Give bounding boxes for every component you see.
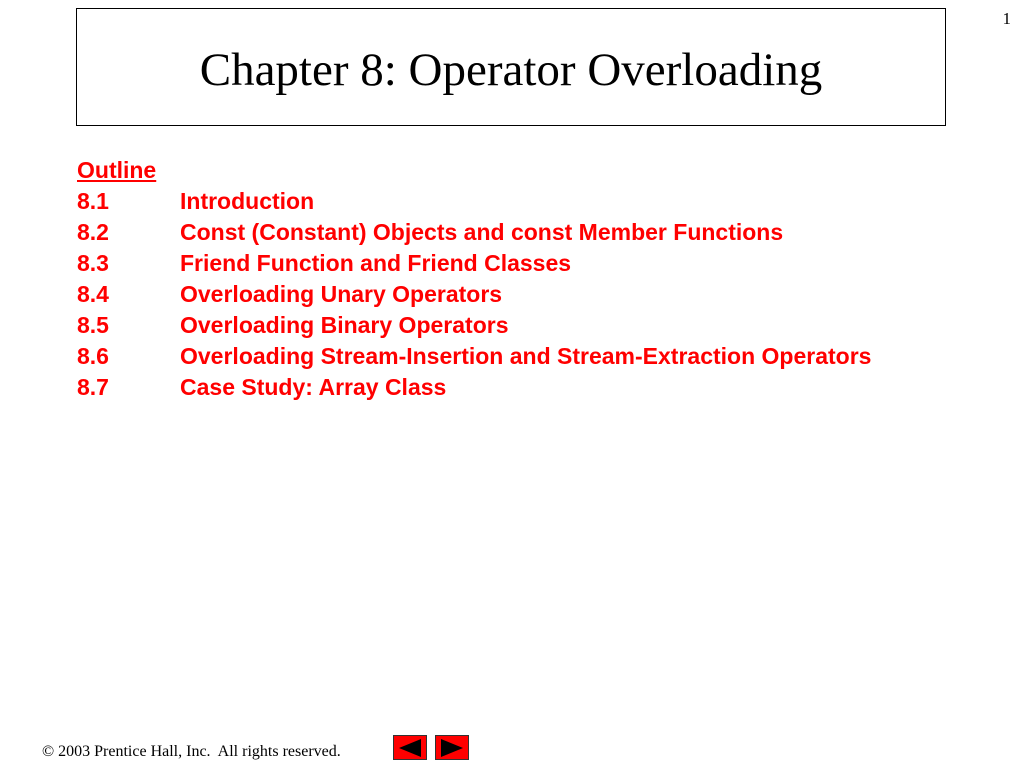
outline-item-number: 8.5 bbox=[77, 312, 109, 338]
outline-item-number: 8.6 bbox=[77, 343, 109, 369]
title-box bbox=[76, 8, 946, 126]
page-number: 1 bbox=[1002, 9, 1011, 28]
outline-item bbox=[77, 186, 871, 217]
outline-item bbox=[77, 248, 871, 279]
outline-item-number: 8.3 bbox=[77, 250, 109, 276]
outline-item-text: Overloading Binary Operators bbox=[180, 312, 509, 338]
outline-item-text: Case Study: Array Class bbox=[180, 374, 447, 400]
footer bbox=[42, 743, 341, 761]
outline-item-text: Introduction bbox=[180, 188, 315, 214]
outline-item bbox=[77, 310, 871, 341]
outline-item-text: Friend Function and Friend Classes bbox=[180, 250, 572, 276]
outline-item-number: 8.1 bbox=[77, 188, 109, 214]
outline-item-number: 8.4 bbox=[77, 281, 109, 307]
outline-item-text: Overloading Unary Operators bbox=[180, 281, 503, 307]
triangle-right-icon bbox=[440, 739, 464, 757]
next-slide-button[interactable] bbox=[435, 735, 469, 760]
outline-item bbox=[77, 341, 871, 372]
outline-item-text: Overloading Stream-Insertion and Stream-Extraction Operators bbox=[180, 343, 872, 369]
outline-item-number: 8.7 bbox=[77, 374, 109, 400]
outline-item bbox=[77, 372, 871, 403]
triangle-left-icon bbox=[398, 739, 422, 757]
copyright-text: 2003 Prentice Hall, Inc. All rights reserved. bbox=[58, 743, 341, 760]
outline-item bbox=[77, 279, 871, 310]
outline bbox=[77, 155, 871, 403]
previous-slide-button[interactable] bbox=[393, 735, 427, 760]
outline-item-number: 8.2 bbox=[77, 219, 109, 245]
copyright-symbol: © bbox=[42, 743, 55, 760]
outline-item-text: Const (Constant) Objects and const Member Functions bbox=[180, 219, 784, 245]
slide-title: Chapter 8: Operator Overloading bbox=[199, 43, 823, 96]
outline-item bbox=[77, 217, 871, 248]
outline-heading: Outline bbox=[77, 157, 157, 183]
